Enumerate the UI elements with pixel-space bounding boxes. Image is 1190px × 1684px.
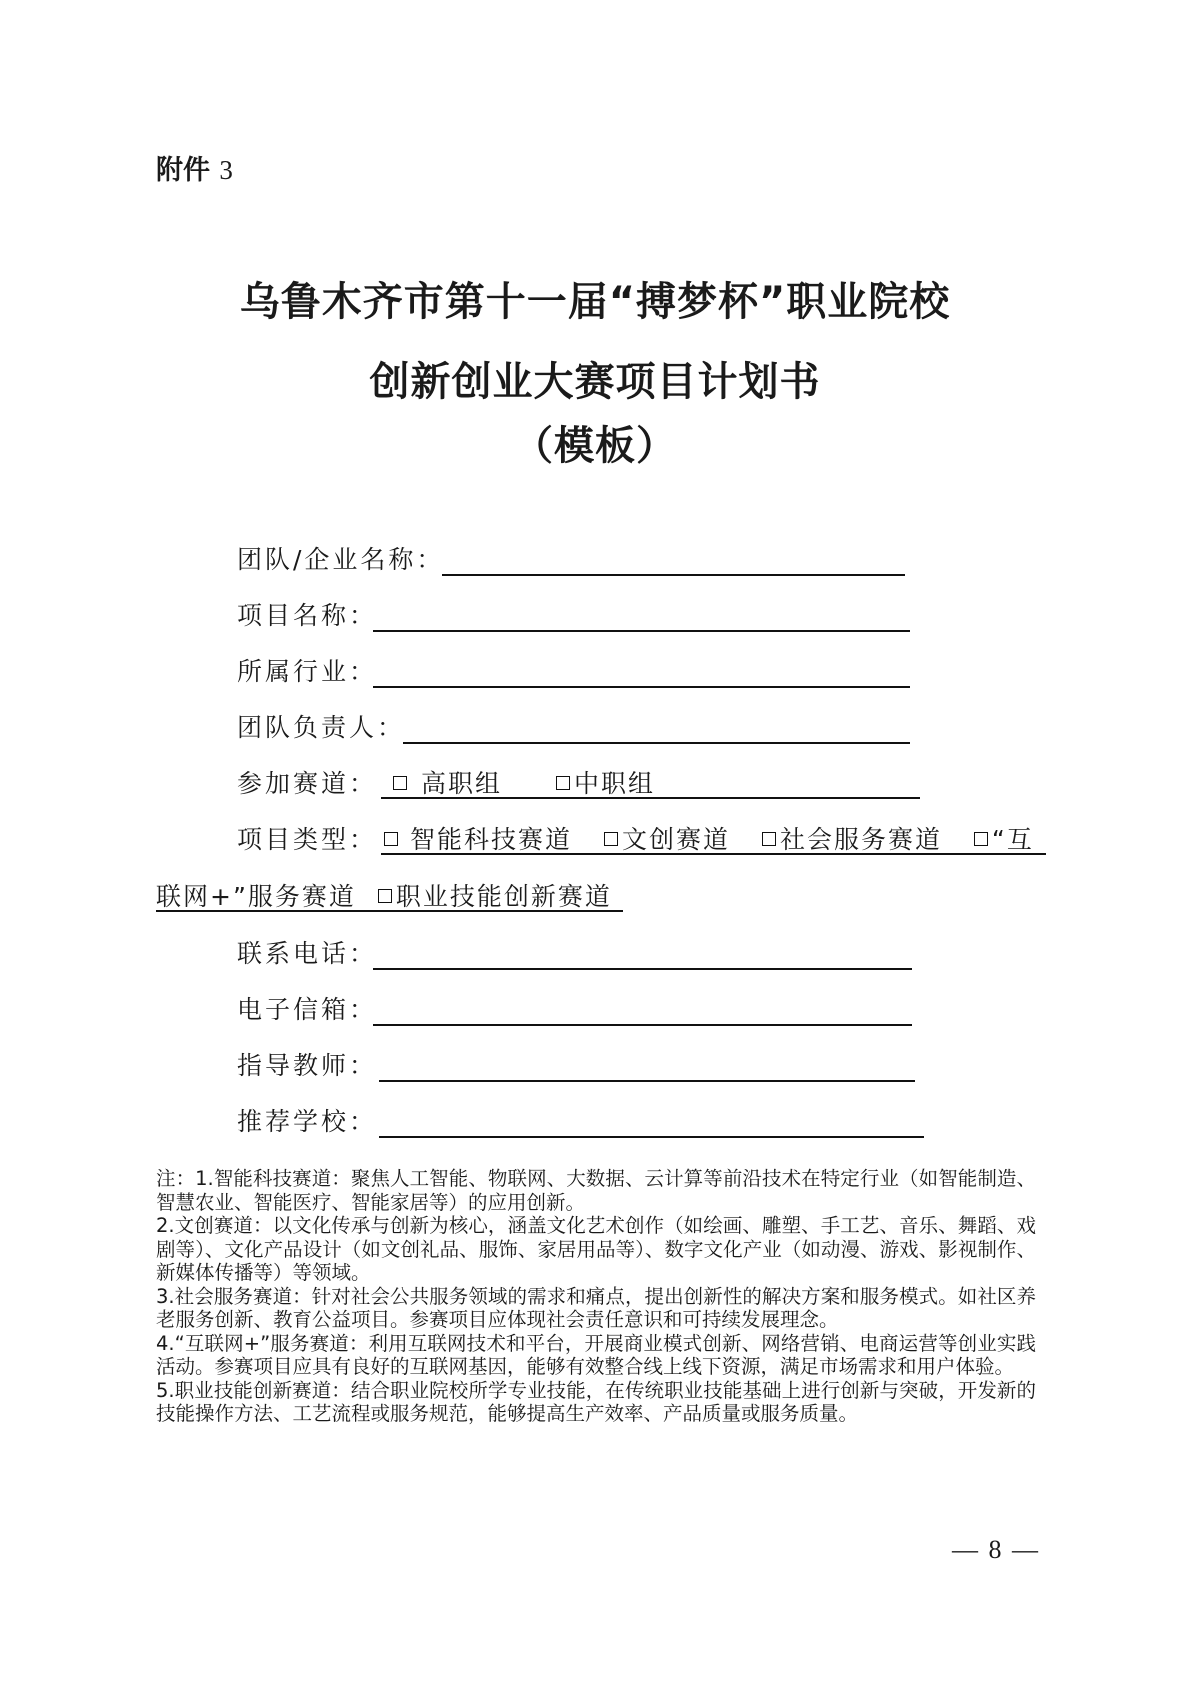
note-item: 5.职业技能创新赛道：结合职业院校所学专业技能，在传统职业技能基础上进行创新与突破，开发新的技能操作方法、工艺流程或服务规范，能够提高生产效率、产品质量或服务质量。 [156, 1378, 1036, 1425]
project-name-field [237, 596, 917, 636]
phone-field [237, 934, 917, 974]
checkbox-icon[interactable] [762, 832, 776, 846]
type-option-internet-continued: 联网+”服务赛道 [156, 882, 356, 911]
note-item: 2.文创赛道：以文化传承与创新为核心，涵盖文化艺术创作（如绘画、雕塑、手工艺、音乐、舞蹈、戏剧等）、文化产品设计（如文创礼品、服饰、家居用品等）、数字文化产业（如动漫、游戏、影视制作、新媒体传播等）等领域。 [156, 1214, 1036, 1284]
school-field [237, 1102, 937, 1142]
school-label: 推荐学校： [237, 1107, 378, 1136]
track-options [393, 764, 655, 800]
checkbox-icon[interactable] [974, 832, 988, 846]
industry-label: 所属行业： [237, 657, 378, 686]
project-type-options-row2 [156, 877, 612, 913]
industry-field [237, 652, 917, 692]
track-option-higher[interactable]: 高职组 [393, 769, 502, 798]
team-leader-label: 团队负责人： [237, 713, 406, 742]
checkbox-icon[interactable] [378, 889, 392, 903]
phone-blank[interactable] [373, 968, 912, 970]
attachment-label [156, 148, 233, 187]
document-title-line1: 乌鲁木齐市第十一届“搏梦杯”职业院校 [239, 279, 951, 325]
document-title-line2: 创新创业大赛项目计划书 [369, 359, 821, 405]
industry-blank[interactable] [373, 686, 910, 688]
type-option-internet[interactable]: “互 [974, 825, 1034, 854]
email-field [237, 990, 917, 1030]
attachment-text: 附件 [156, 155, 210, 186]
notes-section [156, 1167, 1036, 1426]
email-label: 电子信箱： [237, 995, 378, 1024]
page-number: — 8 — [952, 1535, 1040, 1564]
team-leader-blank[interactable] [403, 742, 910, 744]
track-option-secondary[interactable]: 中职组 [556, 769, 655, 798]
checkbox-icon[interactable] [556, 776, 570, 790]
attachment-number: 3 [219, 155, 233, 185]
note-item: 4.“互联网+”服务赛道：利用互联网技术和平台，开展商业模式创新、网络营销、电商运营等创业实践活动。参赛项目应具有良好的互联网基因，能够有效整合线上线下资源，满足市场需求和用户体验。 [156, 1331, 1036, 1378]
school-blank[interactable] [379, 1136, 924, 1138]
type-option-vocational[interactable]: 职业技能创新赛道 [378, 882, 612, 911]
project-name-label: 项目名称： [237, 601, 378, 630]
checkbox-icon[interactable] [604, 832, 618, 846]
checkbox-icon[interactable] [393, 776, 407, 790]
team-leader-field [237, 708, 917, 748]
team-name-label: 团队/企业名称： [237, 545, 445, 574]
email-blank[interactable] [373, 1024, 912, 1026]
track-label: 参加赛道： [237, 769, 378, 798]
project-type-options-row1 [384, 820, 1034, 856]
type-option-social[interactable]: 社会服务赛道 [762, 825, 942, 854]
checkbox-icon[interactable] [384, 832, 398, 846]
team-name-blank[interactable] [442, 574, 905, 576]
type-option-culture[interactable]: 文创赛道 [604, 825, 730, 854]
document-title-line3: （模板） [513, 423, 677, 469]
advisor-field [237, 1046, 917, 1086]
phone-label: 联系电话： [237, 939, 378, 968]
type-option-tech[interactable]: 智能科技赛道 [384, 825, 572, 854]
project-name-blank[interactable] [373, 630, 910, 632]
note-item: 注：1.智能科技赛道：聚焦人工智能、物联网、大数据、云计算等前沿技术在特定行业（如智能制造、智慧农业、智能医疗、智能家居等）的应用创新。 [156, 1167, 1036, 1214]
project-type-label: 项目类型： [237, 825, 378, 854]
advisor-label: 指导教师： [237, 1051, 378, 1080]
advisor-blank[interactable] [379, 1080, 915, 1082]
team-name-field [237, 540, 917, 580]
note-item: 3.社会服务赛道：针对社会公共服务领域的需求和痛点，提出创新性的解决方案和服务模式。如社区养老服务创新、教育公益项目。参赛项目应体现社会责任意识和可持续发展理念。 [156, 1284, 1036, 1331]
